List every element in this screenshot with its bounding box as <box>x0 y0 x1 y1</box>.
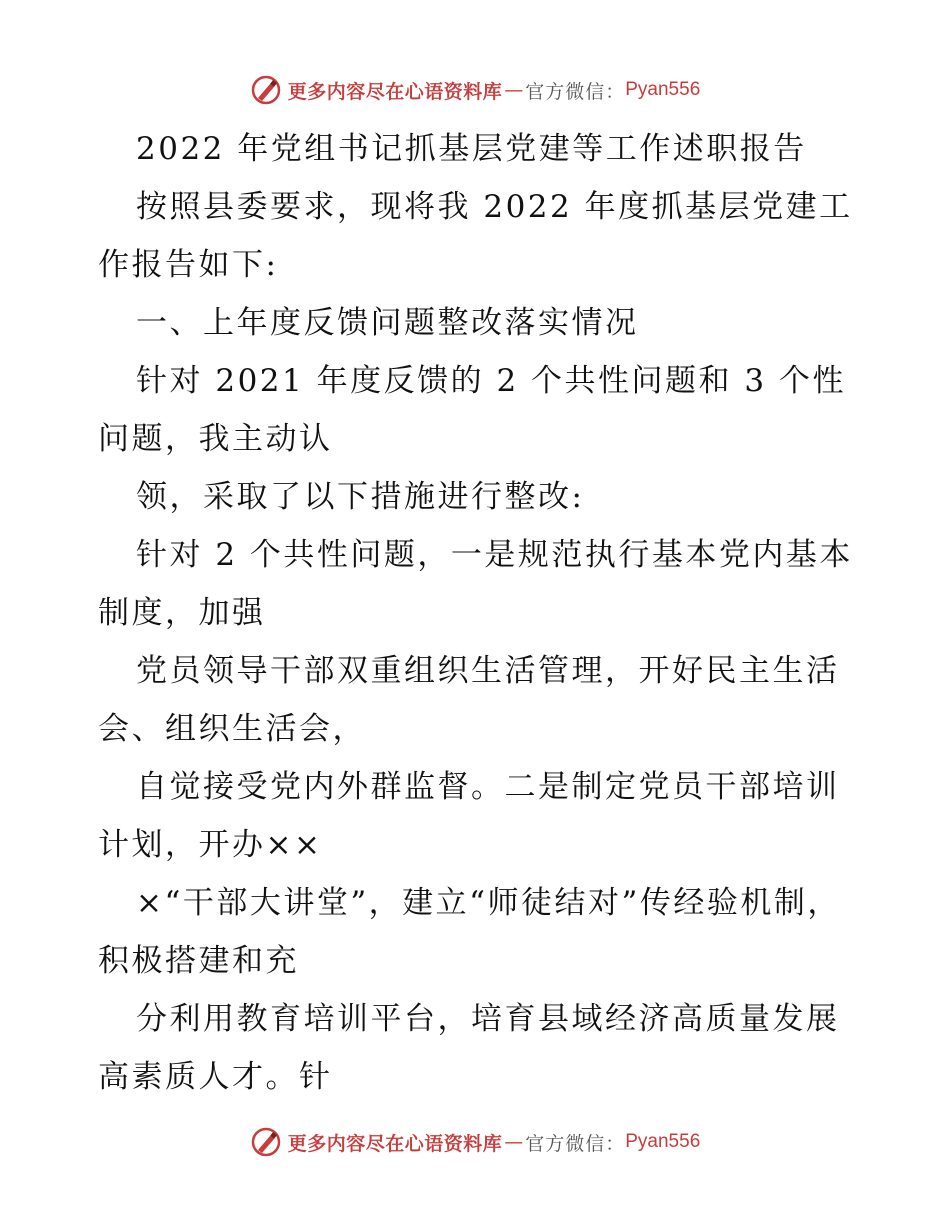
paragraph: 针对 2021 年度反馈的 2 个共性问题和 3 个性问题，我主动认 <box>98 363 846 457</box>
brand-dash: — <box>504 1131 524 1153</box>
brand-dash: — <box>504 79 524 101</box>
pen-logo-icon <box>250 74 282 106</box>
section-heading: 一、上年度反馈问题整改落实情况 <box>136 305 639 341</box>
wechat-label: 官方微信： <box>525 80 626 103</box>
header-banner <box>0 70 950 110</box>
footer-banner <box>0 1122 950 1162</box>
paragraph: ×“干部大讲堂”，建立“师徒结对”传经验机制，积极搭建和充 <box>98 885 841 979</box>
document-body <box>98 120 858 1106</box>
paragraph: 自觉接受党内外群监督。二是制定党员干部培训计划，开办×× <box>98 769 840 863</box>
brand-text: 更多内容尽在心语资料库 <box>287 80 503 103</box>
paragraph: 党员领导干部双重组织生活管理，开好民主生活会、组织生活会， <box>98 653 840 747</box>
paragraph: 领，采取了以下措施进行整改: <box>136 479 585 515</box>
wechat-account: Pyan556 <box>625 1131 701 1152</box>
wechat-label: 官方微信： <box>525 1132 626 1155</box>
paragraph: 针对 2 个共性问题，一是规范执行基本党内基本制度，加强 <box>98 537 853 631</box>
wechat-account: Pyan556 <box>625 79 701 100</box>
paragraph: 按照县委要求，现将我 2022 年度抓基层党建工作报告如下: <box>98 189 853 283</box>
brand-text: 更多内容尽在心语资料库 <box>287 1132 503 1155</box>
pen-logo-icon <box>250 1126 282 1158</box>
document-title: 2022 年党组书记抓基层党建等工作述职报告 <box>136 131 807 167</box>
paragraph: 分利用教育培训平台，培育县域经济高质量发展高素质人才。针 <box>98 1001 840 1095</box>
